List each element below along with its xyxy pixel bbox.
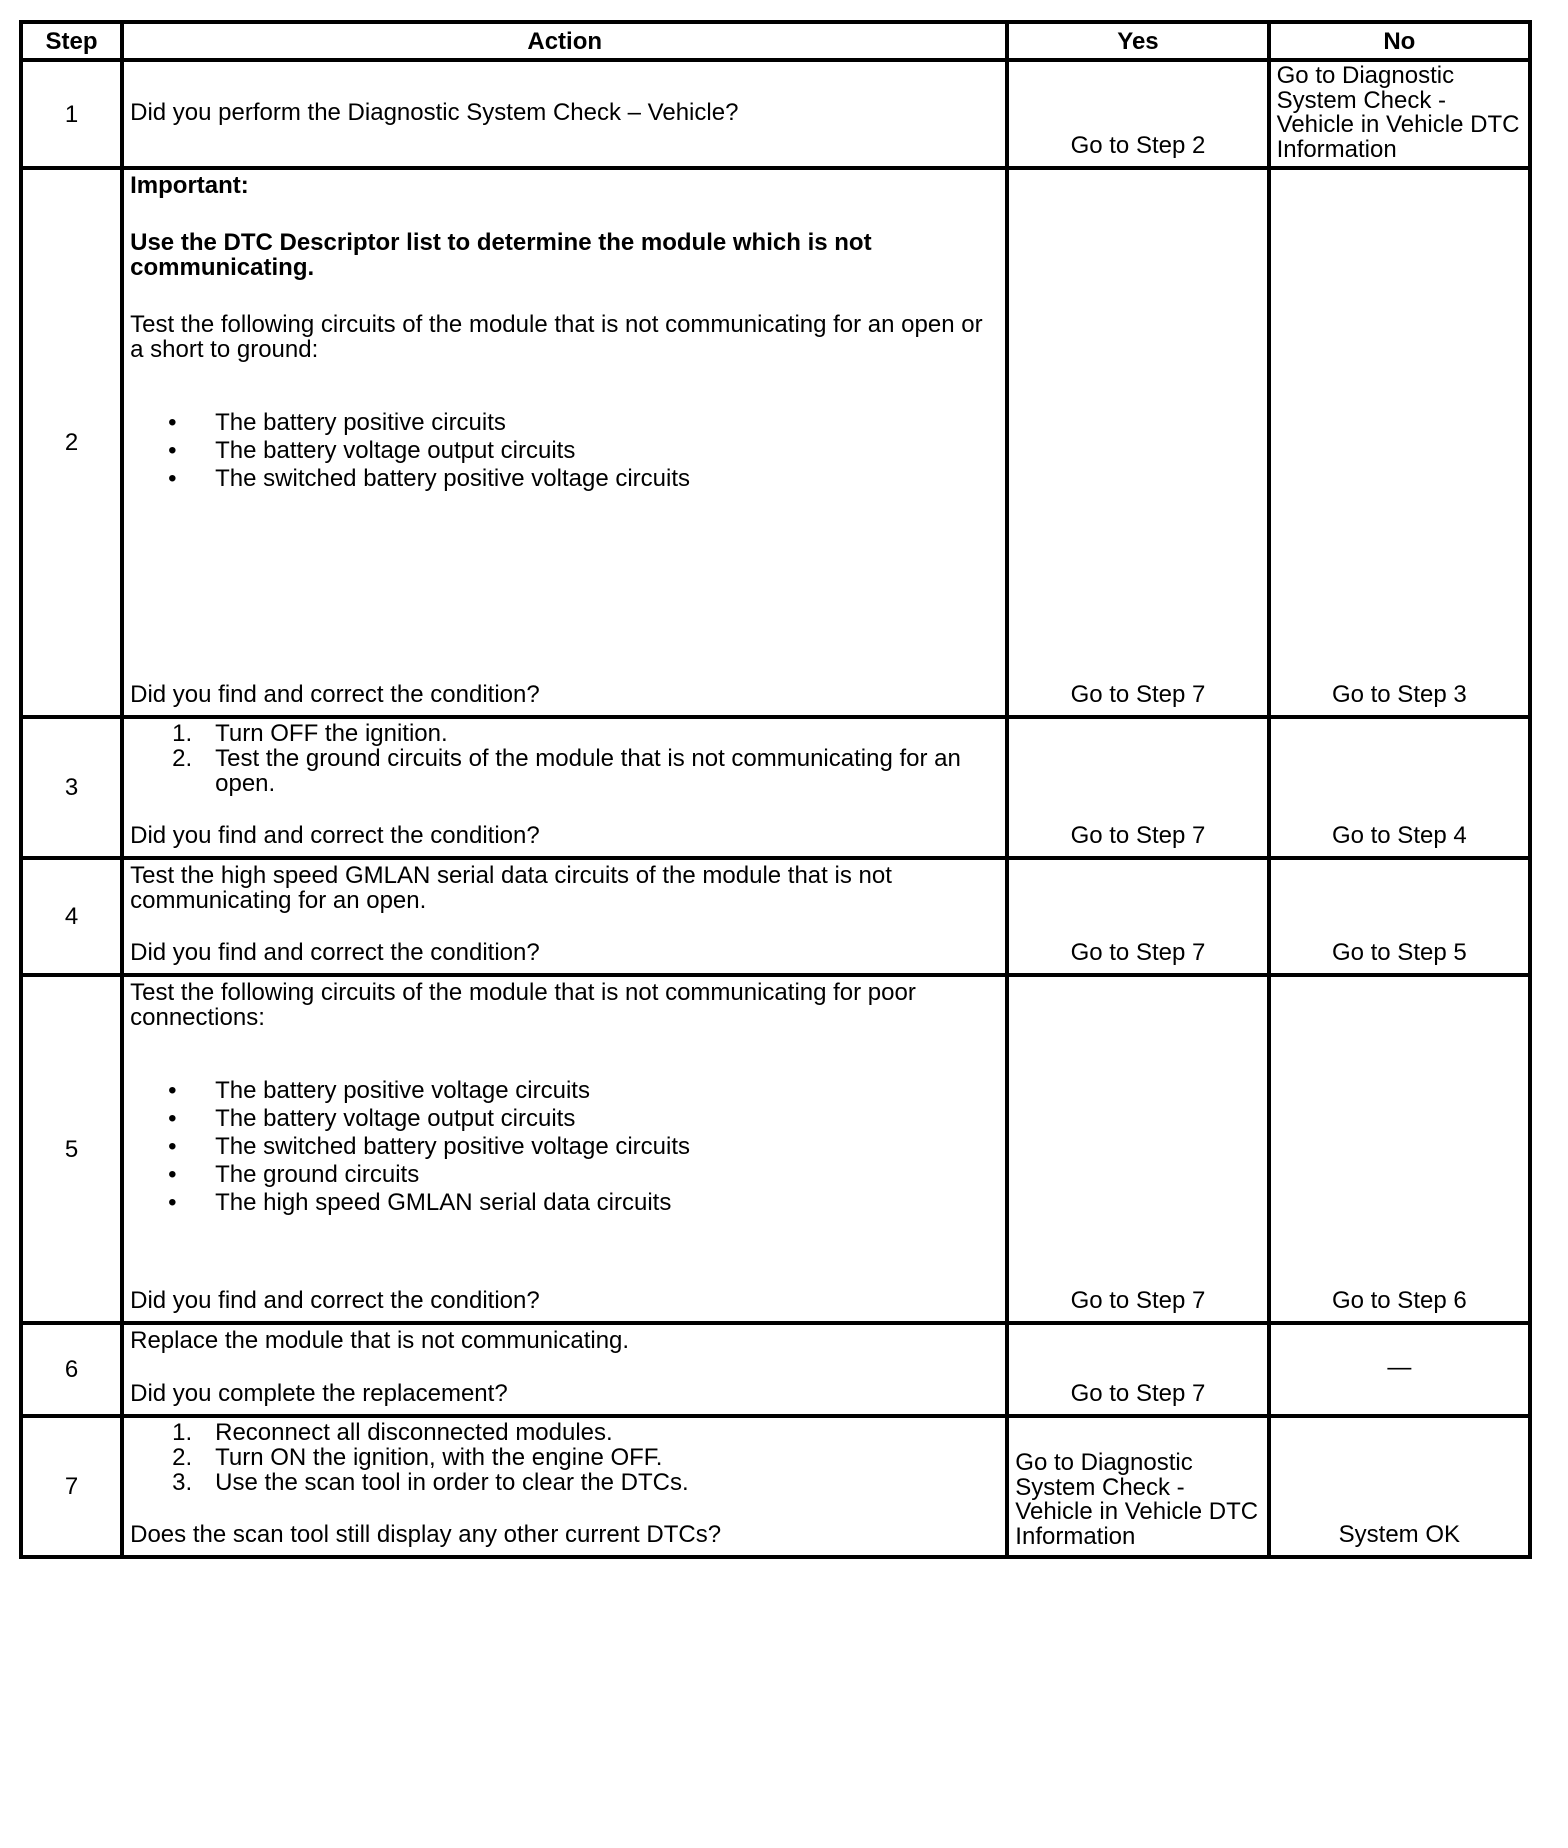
yes-cell bbox=[1007, 858, 1268, 975]
yes-link[interactable]: Go to Step 7 bbox=[1070, 1380, 1206, 1407]
list-item: • The battery voltage output circuits bbox=[130, 438, 995, 466]
yes-cell bbox=[1007, 975, 1268, 1323]
question-text: Did you find and correct the condition? bbox=[130, 939, 540, 966]
list-text: Use the scan tool in order to clear the DTCs. bbox=[215, 1469, 689, 1496]
diagnostic-table bbox=[19, 20, 1532, 1559]
table-row-step-2 bbox=[21, 168, 1530, 717]
step-number: 7 bbox=[21, 1416, 122, 1557]
list-item bbox=[130, 1445, 995, 1470]
list-item: • The high speed GMLAN serial data circuits bbox=[130, 1190, 995, 1218]
no-link[interactable]: Go to Diagnostic System Check - Vehicle in Vehicle DTC Information bbox=[1276, 62, 1520, 163]
no-cell bbox=[1269, 717, 1530, 858]
yes-cell bbox=[1007, 60, 1268, 168]
list-item: • The switched battery positive voltage circuits bbox=[130, 1134, 995, 1162]
list-item: • The battery positive circuits bbox=[130, 410, 995, 438]
step-number: 2 bbox=[21, 168, 122, 717]
list-item bbox=[130, 1470, 995, 1495]
yes-cell bbox=[1007, 1323, 1268, 1416]
list-text: Test the ground circuits of the module that is not communicating for an open. bbox=[215, 745, 961, 797]
no-link[interactable]: Go to Step 5 bbox=[1331, 939, 1467, 966]
yes-cell bbox=[1007, 717, 1268, 858]
table-row-step-6 bbox=[21, 1323, 1530, 1416]
instruction-text: Test the following circuits of the module that is not communicating for poor connections: bbox=[130, 979, 916, 1031]
list-item: • The battery positive voltage circuits bbox=[130, 1078, 995, 1106]
question-text: Did you find and correct the condition? bbox=[130, 822, 540, 849]
header-action: Action bbox=[122, 22, 1007, 60]
action-cell bbox=[122, 717, 1007, 858]
yes-link[interactable]: Go to Diagnostic System Check - Vehicle in Vehicle DTC Information bbox=[1015, 1449, 1259, 1550]
step-number: 4 bbox=[21, 858, 122, 975]
circuit-list bbox=[130, 410, 995, 494]
no-cell bbox=[1269, 1323, 1530, 1416]
no-cell bbox=[1269, 60, 1530, 168]
question-text: Did you perform the Diagnostic System Check – Vehicle? bbox=[130, 98, 739, 126]
instruction-text: Test the high speed GMLAN serial data circuits of the module that is not communicating for an open. bbox=[130, 862, 892, 914]
question-text: Does the scan tool still display any other current DTCs? bbox=[130, 1521, 722, 1548]
list-number: 3. bbox=[172, 1469, 193, 1496]
list-item: • The battery voltage output circuits bbox=[130, 1106, 995, 1134]
step-number: 3 bbox=[21, 717, 122, 858]
yes-link[interactable]: Go to Step 7 bbox=[1070, 822, 1206, 849]
step-list bbox=[130, 721, 995, 796]
yes-link[interactable]: Go to Step 7 bbox=[1070, 939, 1206, 966]
list-item bbox=[130, 1420, 995, 1445]
no-dash: — bbox=[1387, 1354, 1412, 1381]
yes-link[interactable]: Go to Step 2 bbox=[1070, 132, 1206, 159]
list-number: 2. bbox=[172, 1444, 193, 1471]
list-item: • The switched battery positive voltage circuits bbox=[130, 466, 995, 494]
action-cell bbox=[122, 1323, 1007, 1416]
step-number: 5 bbox=[21, 975, 122, 1323]
action-cell bbox=[122, 60, 1007, 168]
step-number: 1 bbox=[21, 60, 122, 168]
circuit-list bbox=[130, 1078, 995, 1218]
list-text: Turn ON the ignition, with the engine OFF. bbox=[215, 1444, 663, 1471]
list-item bbox=[130, 721, 995, 746]
table-row-step-3 bbox=[21, 717, 1530, 858]
action-cell bbox=[122, 1416, 1007, 1557]
header-no: No bbox=[1269, 22, 1530, 60]
list-text: Reconnect all disconnected modules. bbox=[215, 1419, 613, 1446]
header-yes: Yes bbox=[1007, 22, 1268, 60]
important-label: Important: bbox=[130, 172, 249, 199]
question-text: Did you complete the replacement? bbox=[130, 1380, 508, 1407]
action-cell bbox=[122, 858, 1007, 975]
yes-link[interactable]: Go to Step 7 bbox=[1070, 681, 1206, 708]
list-item bbox=[130, 746, 995, 796]
no-link[interactable]: Go to Step 3 bbox=[1331, 681, 1467, 708]
no-cell bbox=[1269, 858, 1530, 975]
list-item: • The ground circuits bbox=[130, 1162, 995, 1190]
list-text: Turn OFF the ignition. bbox=[215, 720, 448, 747]
table-row-step-1 bbox=[21, 60, 1530, 168]
no-cell bbox=[1269, 168, 1530, 717]
header-row bbox=[21, 22, 1530, 60]
no-cell bbox=[1269, 975, 1530, 1323]
instruction-text: Test the following circuits of the module that is not communicating for an open or a short to ground: bbox=[130, 311, 983, 363]
important-text: Use the DTC Descriptor list to determine the module which is not communicating. bbox=[130, 229, 872, 281]
no-link[interactable]: Go to Step 6 bbox=[1331, 1287, 1467, 1314]
no-result: System OK bbox=[1338, 1521, 1460, 1548]
yes-link[interactable]: Go to Step 7 bbox=[1070, 1287, 1206, 1314]
yes-cell bbox=[1007, 1416, 1268, 1557]
question-text: Did you find and correct the condition? bbox=[130, 1287, 540, 1314]
no-cell bbox=[1269, 1416, 1530, 1557]
action-cell bbox=[122, 975, 1007, 1323]
header-step: Step bbox=[21, 22, 122, 60]
list-number: 2. bbox=[172, 745, 193, 772]
table-row-step-5 bbox=[21, 975, 1530, 1323]
step-list bbox=[130, 1420, 995, 1495]
action-cell bbox=[122, 168, 1007, 717]
list-number: 1. bbox=[172, 1419, 193, 1446]
list-number: 1. bbox=[172, 720, 193, 747]
step-number: 6 bbox=[21, 1323, 122, 1416]
no-link[interactable]: Go to Step 4 bbox=[1331, 822, 1467, 849]
table-row-step-4 bbox=[21, 858, 1530, 975]
yes-cell bbox=[1007, 168, 1268, 717]
table-row-step-7 bbox=[21, 1416, 1530, 1557]
instruction-text: Replace the module that is not communicating. bbox=[130, 1327, 630, 1354]
question-text: Did you find and correct the condition? bbox=[130, 681, 540, 708]
